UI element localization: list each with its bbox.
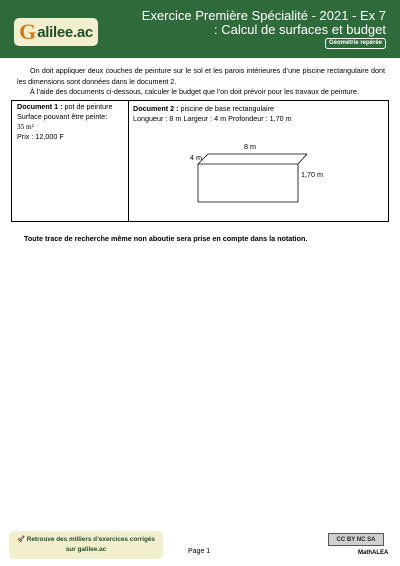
pool-edge-right-top xyxy=(298,154,307,164)
intro-paragraph-2: À l’aide des documents ci-dessous, calculer le budget que l’on doit prévoir pour les travaux de peinture. xyxy=(30,87,359,96)
cc-license-badge[interactable]: CC BY NC SA xyxy=(328,533,384,546)
header-bar xyxy=(0,0,400,58)
depth-label: 1,70 m xyxy=(301,170,323,179)
page-number: Page 1 xyxy=(188,548,211,555)
brand-label: MathALEA xyxy=(358,550,389,556)
doc1-title: Document 1 : xyxy=(17,102,63,111)
doc1-surface: Surface pouvant être peinte: xyxy=(17,112,108,121)
intro-paragraph-1: On doit appliquer deux couches de peinture sur le sol et les parois intérieures d’une piscine rectangulaire dont les dimensions sont données dans le document 2. xyxy=(17,66,385,86)
doc1-surface-value: 35 m² xyxy=(17,123,34,131)
pool-diagram xyxy=(182,140,342,215)
doc1-subject: pot de peinture xyxy=(64,102,113,111)
logo-letter: G xyxy=(19,19,37,44)
width-label: 4 m xyxy=(190,153,202,162)
document-1 xyxy=(17,102,125,142)
galilee-logo[interactable] xyxy=(14,18,98,46)
page-title: Exercice Première Spécialité - 2021 - Ex 7 : Calcul de surfaces et budget xyxy=(141,8,386,37)
document-2 xyxy=(133,104,383,124)
length-label: 8 m xyxy=(244,142,256,151)
rocket-icon: 🚀 xyxy=(17,536,27,543)
logo-text: alilee.ac xyxy=(37,23,93,41)
grading-note: Toute trace de recherche même non aboutie sera prise en compte dans la notation. xyxy=(24,234,308,243)
doc2-subject: piscine de base rectangulaire xyxy=(180,104,275,113)
doc1-price: Prix : 12,000 F xyxy=(17,132,64,141)
exercise-intro xyxy=(17,66,385,98)
promo-label: Retrouve des milliers d’exercices corrigés sur galilee.ac xyxy=(26,536,155,553)
promo-text[interactable] xyxy=(14,535,158,555)
doc2-title: Document 2 : xyxy=(133,104,179,113)
topic-badge: Géométrie repérée xyxy=(325,38,386,49)
doc2-dimensions: Longueur : 8 m Largeur : 4 m Profondeur : 1,70 m xyxy=(133,114,292,123)
table-divider xyxy=(128,101,129,221)
